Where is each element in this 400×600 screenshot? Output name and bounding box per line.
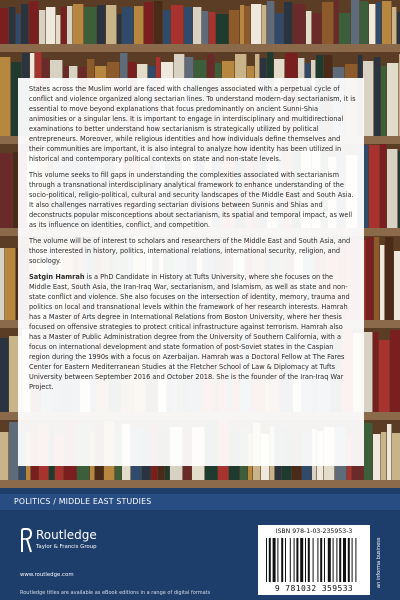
book-spine xyxy=(9,422,18,480)
barcode-bar xyxy=(317,538,318,582)
book-spine xyxy=(379,340,389,412)
book-spine xyxy=(390,330,400,412)
book-spine xyxy=(209,12,215,44)
ebook-note: Routledge titles are available as eBook editions in a range of digital formats xyxy=(20,590,211,596)
barcode-bar xyxy=(281,538,283,582)
routledge-r-icon xyxy=(20,528,32,554)
book-spine xyxy=(73,4,83,44)
informa-side-text xyxy=(376,528,386,592)
book-spine xyxy=(385,237,393,320)
barcode-bar xyxy=(352,538,353,582)
book-spine xyxy=(360,1,368,44)
book-spine xyxy=(117,14,121,44)
book-spine xyxy=(0,432,8,480)
book-spine xyxy=(380,245,384,320)
barcode-bar xyxy=(355,538,356,582)
book-spine xyxy=(387,149,397,228)
book-spine xyxy=(9,7,15,44)
book-spine xyxy=(163,10,170,44)
book-spine xyxy=(262,5,266,44)
book-spine xyxy=(106,5,116,44)
book-spine xyxy=(387,63,398,136)
barcode-bar xyxy=(333,538,334,582)
barcode-bar xyxy=(290,538,291,582)
barcode-bar xyxy=(348,538,350,582)
book-spine xyxy=(366,237,373,320)
book-spine xyxy=(29,1,38,44)
book-spine xyxy=(0,8,8,44)
book-spine xyxy=(229,10,239,44)
book-spine xyxy=(0,153,12,228)
book-spine xyxy=(46,7,55,44)
book-spine xyxy=(363,61,373,136)
book-spine xyxy=(171,5,183,44)
book-spine xyxy=(193,7,201,44)
book-spine xyxy=(56,15,60,44)
barcode-bar xyxy=(285,538,286,582)
publisher-logo xyxy=(20,528,140,568)
book-spine xyxy=(21,4,28,44)
barcode-bar xyxy=(300,538,303,582)
book-spine xyxy=(154,1,162,44)
barcode-bar xyxy=(328,538,331,582)
barcode-bar xyxy=(269,538,271,582)
book-spine xyxy=(267,1,274,44)
book-spine xyxy=(351,0,359,44)
book-spine xyxy=(284,2,292,44)
book-spine xyxy=(61,7,66,44)
barcode-bar xyxy=(277,538,278,582)
barcode-bar xyxy=(336,538,337,582)
blurb-paragraph-1: States across the Muslim world are faced with challenges associated with a perpetual cycle of conflict and violence organized along sectarian lines. To understand modern-day sectarianism, it is essential to move beyond explanations that focus predominantly on ancient Sunni-Shia animosities or a singular lens. It is important to engage in interdisciplinary and multidirectional examinations to better understand how sectarianism is strategically utilized by political entrepreneurs. Moreover, while religious identities and how individuals define themselves and their communities are important, it is also integral to analyze how identity has been utilized in historical and contemporary political contexts on state and non-state levels. xyxy=(29,85,356,164)
book-spine xyxy=(322,2,333,44)
publisher-name: Routledge xyxy=(36,528,97,542)
book-spine xyxy=(184,7,192,44)
book-spine xyxy=(374,57,380,136)
book-spine xyxy=(39,10,45,44)
book-spine xyxy=(334,0,338,44)
barcode-bar xyxy=(294,538,295,582)
book-spine xyxy=(364,423,372,480)
book-spine xyxy=(369,145,379,228)
barcode-bar xyxy=(324,538,325,582)
book-spine xyxy=(293,4,305,44)
book-spine xyxy=(381,66,386,136)
subject-category: POLITICS / MIDDLE EAST STUDIES xyxy=(14,497,152,506)
book-spine xyxy=(84,7,96,44)
barcode-image xyxy=(266,538,362,584)
book-spine xyxy=(392,433,400,480)
barcode-bar xyxy=(339,538,341,582)
book-spine xyxy=(216,14,228,44)
barcode-bar xyxy=(266,538,267,582)
blurb-paragraph-3: The volume will be of interest to scholars and researchers of the Middle East and South Asia, and those interested in history, politics, international relations, international security, religion, and sociology. xyxy=(29,237,351,266)
book-spine xyxy=(97,5,105,44)
book-spine xyxy=(16,14,20,44)
book-spine xyxy=(387,424,391,480)
book-spine xyxy=(144,2,153,44)
book-spine xyxy=(0,338,8,412)
barcode-bar xyxy=(343,538,346,582)
book-spine xyxy=(392,7,396,44)
barcode-bar xyxy=(273,538,276,582)
book-spine xyxy=(240,5,244,44)
book-spine xyxy=(380,144,386,228)
book-spine xyxy=(363,332,372,412)
book-spine xyxy=(382,1,391,44)
book-spine xyxy=(5,248,15,320)
book-spine xyxy=(381,432,386,480)
publisher-website: www.routledge.com xyxy=(20,572,74,578)
barcode-bar xyxy=(308,538,310,582)
blurb-paragraph-2: This volume seeks to fill gaps in understanding the complexities associated with sectarianism through a transnational interdisciplinary analytical framework to enhance understanding of the socio-political, religio-political, cultural and security landscapes of the Middle East and South Asia. It also challenges narratives regarding sectarian divisions between Sunnis and Shias and deconstructs popular misconceptions about sectarianism, its spatial and temporal impact, as well as its influence on identities, conflict, and competition. xyxy=(29,171,354,230)
book-spine xyxy=(306,11,311,44)
book-spine xyxy=(369,4,375,44)
isbn-digits: 9 781032 359533 xyxy=(274,584,354,593)
book-spine xyxy=(339,13,350,44)
shelf-plank xyxy=(0,480,400,488)
book-spine xyxy=(134,6,143,44)
book-spine xyxy=(122,7,133,44)
book-spine xyxy=(373,434,380,480)
book-spine xyxy=(0,248,4,320)
informa-text: an informa business xyxy=(376,537,382,588)
isbn-label: ISBN 978-1-03-235953-3 xyxy=(275,528,353,535)
book-spine xyxy=(0,57,10,136)
back-cover-text-panel xyxy=(18,78,364,466)
book-spine xyxy=(251,4,261,44)
book-spine xyxy=(394,251,400,320)
book-spine xyxy=(275,13,283,44)
barcode-bar xyxy=(313,538,314,582)
book-spine xyxy=(67,6,72,44)
book-spine xyxy=(312,13,321,44)
author-bio xyxy=(29,272,356,392)
book-spine xyxy=(245,6,250,44)
publisher-group: Taylor & Francis Group xyxy=(36,544,97,550)
book-spine xyxy=(202,11,208,44)
author-bio-text: is a PhD Candidate in History at Tufts University, where she focuses on the Middle East, South Asia, the Iran-Iraq War, sectarianism, and Islamism, as well as state and non-state conflict and violence. She also focuses on the intersection of identity, memory, trauma and politics on local and transnational levels within the framework of her research interests. Hamrah has a Master of Arts degree in International Relations from Boston University, where her thesis focused on offensive strategies to protect critical infrastructure against terrorism. Hamrah also has a Master of Public Administration degree from the University of Southern California, with a focus on international development and state formation of post-Soviet states in the Caspian region during the 1990s with a focus on Azerbaijan. Hamrah was a Doctoral Fellow at The Fares Center for Eastern Mediterranean Studies at the Fletcher School of Law & Diplomacy at Tufts University between September 2016 and October 2018. She is the founder of the Iran-Iraq War Project. xyxy=(29,273,350,392)
shelf-plank xyxy=(0,44,400,52)
barcode-bar xyxy=(305,538,306,582)
book-spine xyxy=(376,2,381,44)
book-spine xyxy=(373,332,378,412)
barcode-bar xyxy=(320,538,322,582)
barcode-box xyxy=(258,525,370,595)
barcode-bar xyxy=(296,538,298,582)
author-name: Satgin Hamrah xyxy=(29,273,85,282)
book-spine xyxy=(374,237,379,320)
